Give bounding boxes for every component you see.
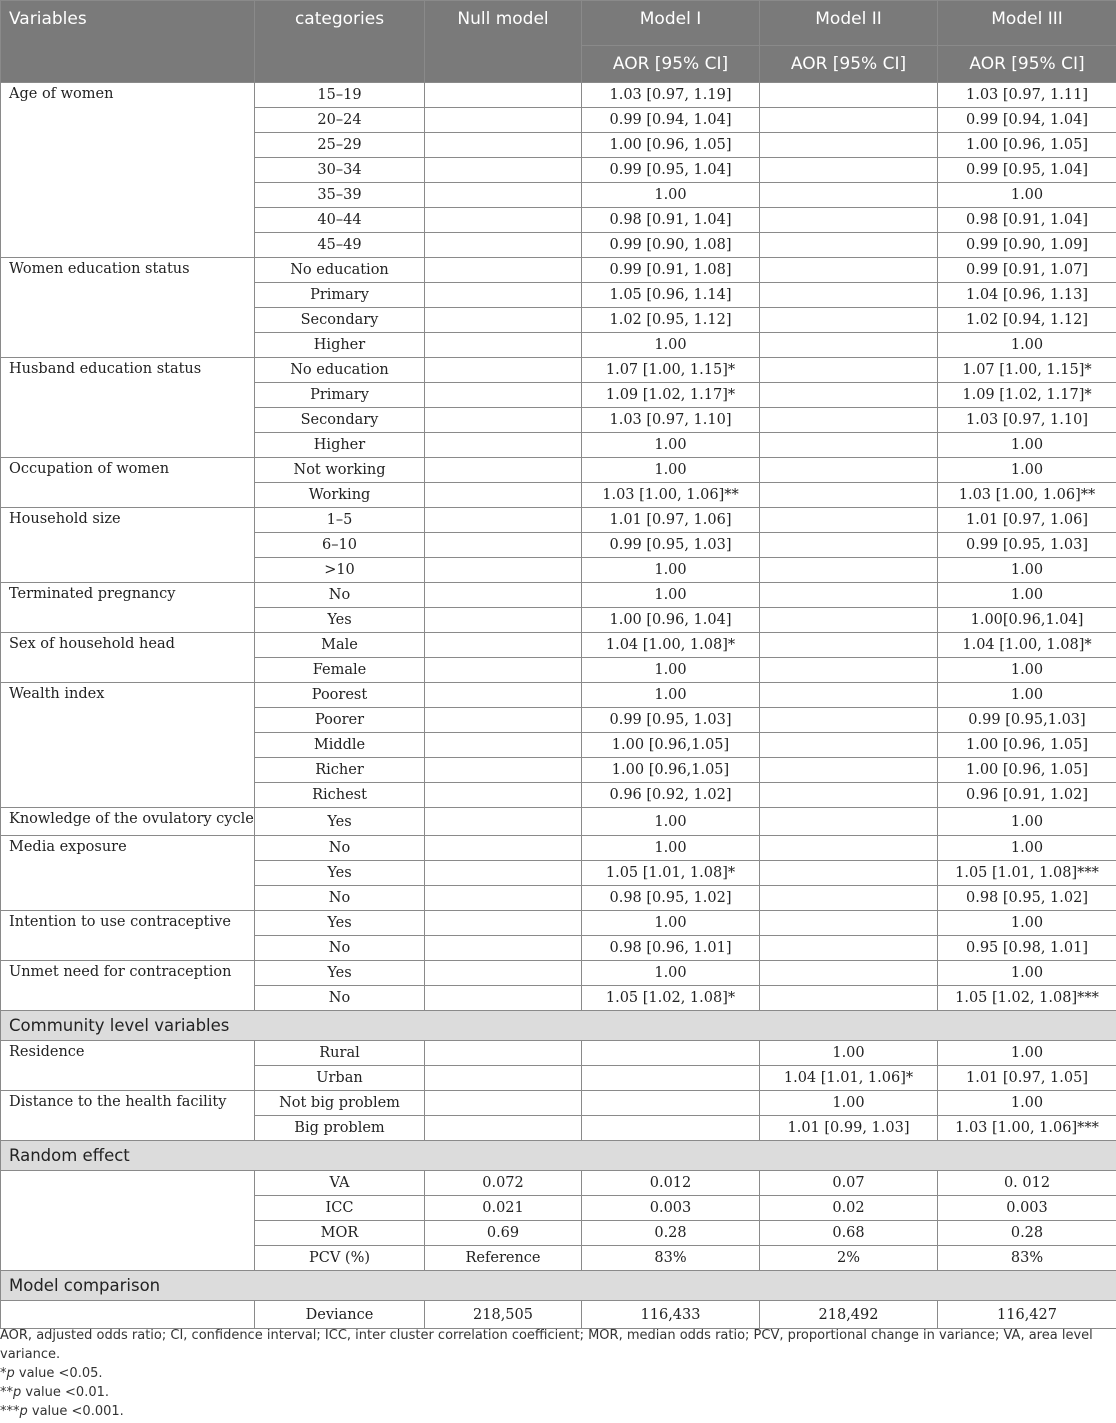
model-2-cell: 1.01 [0.99, 1.03] [760,1116,938,1141]
table-row [1,683,1116,708]
category-cell: Secondary [255,308,425,333]
category-cell: 45–49 [255,233,425,258]
null-model-cell [425,961,582,986]
null-model-cell [425,808,582,836]
category-cell: VA [255,1171,425,1196]
model-3-cell: 1.01 [0.97, 1.06] [938,508,1116,533]
null-model-cell [425,911,582,936]
table-row [1,836,1116,861]
variable-cell: Occupation of women [1,458,255,508]
model-1-cell: 0.98 [0.95, 1.02] [582,886,760,911]
category-cell: ICC [255,1196,425,1221]
null-model-cell [425,233,582,258]
null-model-cell [425,658,582,683]
model-1-cell: 1.03 [1.00, 1.06]** [582,483,760,508]
table-row [1,1091,1116,1116]
null-model-cell [425,836,582,861]
model-3-cell: 0.99 [0.94, 1.04] [938,108,1116,133]
model-2-cell [760,836,938,861]
category-cell: 40–44 [255,208,425,233]
table-row [1,808,1116,836]
null-model-cell [425,383,582,408]
model-1-cell: 1.00 [582,458,760,483]
variable-cell: Sex of household head [1,633,255,683]
model-3-cell: 116,427 [938,1301,1116,1329]
table-row [1,1171,1116,1196]
variable-cell: Wealth index [1,683,255,808]
model-1-cell: 1.05 [1.02, 1.08]* [582,986,760,1011]
model-2-cell [760,383,938,408]
model-1-cell: 1.00 [0.96, 1.05] [582,133,760,158]
model-3-cell: 1.00 [938,458,1116,483]
null-model-cell [425,433,582,458]
model-2-cell [760,108,938,133]
category-cell: Yes [255,608,425,633]
null-model-cell [425,986,582,1011]
category-cell: Higher [255,433,425,458]
model-2-cell [760,608,938,633]
variable-cell: Age of women [1,83,255,258]
model-3-cell: 0.98 [0.95, 1.02] [938,886,1116,911]
model-1-cell: 1.00 [582,836,760,861]
null-model-cell [425,1116,582,1141]
header-categories: categories [255,1,425,83]
null-model-cell [425,333,582,358]
model-3-cell: 1.07 [1.00, 1.15]* [938,358,1116,383]
category-cell: Primary [255,283,425,308]
model-3-cell: 1.05 [1.02, 1.08]*** [938,986,1116,1011]
model-3-cell: 0.99 [0.95, 1.04] [938,158,1116,183]
model-1-cell: 1.00 [582,808,760,836]
null-model-cell [425,1041,582,1066]
category-cell: No [255,836,425,861]
category-cell: 25–29 [255,133,425,158]
table-row [1,258,1116,283]
null-model-cell [425,133,582,158]
model-2-cell [760,208,938,233]
null-model-cell [425,861,582,886]
model-3-cell: 1.03 [0.97, 1.11] [938,83,1116,108]
model-3-cell: 1.02 [0.94, 1.12] [938,308,1116,333]
header-model-2: Model II [760,1,938,46]
model-2-cell: 1.00 [760,1041,938,1066]
category-cell: No [255,583,425,608]
model-1-cell: 1.05 [1.01, 1.08]* [582,861,760,886]
model-1-cell: 0.99 [0.95, 1.04] [582,158,760,183]
null-model-cell [425,558,582,583]
category-cell: No education [255,358,425,383]
table-footnotes [0,1326,1110,1421]
variable-cell [1,1171,255,1271]
null-model-cell [425,508,582,533]
model-1-cell: 0.98 [0.91, 1.04] [582,208,760,233]
null-model-cell [425,458,582,483]
table-row [1,458,1116,483]
null-model-cell [425,758,582,783]
model-3-cell: 1.04 [0.96, 1.13] [938,283,1116,308]
category-cell: 30–34 [255,158,425,183]
null-model-cell: 0.69 [425,1221,582,1246]
model-2-cell [760,483,938,508]
model-3-cell: 1.03 [1.00, 1.06]*** [938,1116,1116,1141]
section-title: Model comparison [1,1271,1116,1301]
model-3-cell: 0.28 [938,1221,1116,1246]
null-model-cell [425,683,582,708]
model-3-cell: 1.00 [938,658,1116,683]
model-2-cell [760,683,938,708]
model-2-cell [760,733,938,758]
model-2-cell [760,258,938,283]
variable-cell: Knowledge of the ovulatory cycle [1,808,255,836]
category-cell: Not big problem [255,1091,425,1116]
null-model-cell [425,158,582,183]
table-row [1,1301,1116,1329]
variable-cell: Distance to the health facility [1,1091,255,1141]
model-2-cell [760,633,938,658]
null-model-cell: 0.021 [425,1196,582,1221]
variable-cell: Household size [1,508,255,583]
null-model-cell: 218,505 [425,1301,582,1329]
category-cell: No [255,936,425,961]
model-1-cell: 0.99 [0.95, 1.03] [582,708,760,733]
model-2-cell [760,433,938,458]
category-cell: No [255,886,425,911]
model-3-cell: 83% [938,1246,1116,1271]
model-3-cell: 0.99 [0.95,1.03] [938,708,1116,733]
model-1-cell: 1.01 [0.97, 1.06] [582,508,760,533]
model-1-cell: 1.00 [582,583,760,608]
table-body [1,83,1116,1329]
model-3-cell: 1.00 [938,1091,1116,1116]
model-1-cell: 0.012 [582,1171,760,1196]
table-row [1,961,1116,986]
category-cell: 20–24 [255,108,425,133]
model-3-cell: 1.00 [938,836,1116,861]
model-2-cell [760,158,938,183]
model-2-cell [760,283,938,308]
variable-cell: Intention to use contraceptive [1,911,255,961]
model-1-cell: 1.00 [0.96,1.05] [582,758,760,783]
null-model-cell [425,108,582,133]
category-cell: Richer [255,758,425,783]
table-row [1,358,1116,383]
model-1-cell: 1.00 [582,558,760,583]
model-2-cell [760,83,938,108]
null-model-cell [425,408,582,433]
header-null-model: Null model [425,1,582,83]
model-3-cell: 1.00 [0.96, 1.05] [938,133,1116,158]
model-3-cell: 1.00 [0.96, 1.05] [938,758,1116,783]
model-2-cell [760,558,938,583]
section-row [1,1011,1116,1041]
model-3-cell: 1.00 [938,1041,1116,1066]
model-1-cell: 1.04 [1.00, 1.08]* [582,633,760,658]
table-row [1,508,1116,533]
null-model-cell [425,358,582,383]
footnote-significance-2: **p value <0.01. [0,1385,110,1400]
model-1-cell: 1.03 [0.97, 1.19] [582,83,760,108]
model-3-cell: 1.00 [938,808,1116,836]
null-model-cell [425,1066,582,1091]
model-1-cell: 1.00 [582,333,760,358]
table-row [1,911,1116,936]
category-cell: PCV (%) [255,1246,425,1271]
variable-cell: Media exposure [1,836,255,911]
model-1-cell: 0.003 [582,1196,760,1221]
null-model-cell [425,608,582,633]
null-model-cell [425,283,582,308]
model-3-cell: 0.99 [0.95, 1.03] [938,533,1116,558]
model-2-cell [760,308,938,333]
model-3-cell: 0.96 [0.91, 1.02] [938,783,1116,808]
model-1-cell: 1.00 [582,183,760,208]
model-3-cell: 0.99 [0.91, 1.07] [938,258,1116,283]
model-1-cell [582,1041,760,1066]
category-cell: Higher [255,333,425,358]
model-3-cell: 1.00 [938,911,1116,936]
model-2-cell [760,911,938,936]
section-title: Community level variables [1,1011,1116,1041]
footnote-significance-1: *p value <0.05. [0,1366,103,1381]
null-model-cell [425,783,582,808]
model-3-cell: 1.00 [938,961,1116,986]
header-model-3: Model III [938,1,1116,46]
variable-cell [1,1301,255,1329]
table-row [1,583,1116,608]
model-1-cell: 0.99 [0.90, 1.08] [582,233,760,258]
model-2-cell [760,936,938,961]
model-1-cell: 0.96 [0.92, 1.02] [582,783,760,808]
model-2-cell [760,583,938,608]
null-model-cell [425,708,582,733]
model-2-cell [760,508,938,533]
null-model-cell [425,583,582,608]
category-cell: Primary [255,383,425,408]
category-cell: 1–5 [255,508,425,533]
model-2-cell [760,783,938,808]
model-2-cell: 1.04 [1.01, 1.06]* [760,1066,938,1091]
model-3-cell: 1.00 [938,183,1116,208]
null-model-cell [425,308,582,333]
model-3-cell: 1.09 [1.02, 1.17]* [938,383,1116,408]
category-cell: >10 [255,558,425,583]
null-model-cell: Reference [425,1246,582,1271]
model-2-cell: 0.07 [760,1171,938,1196]
null-model-cell [425,183,582,208]
model-2-cell [760,658,938,683]
model-2-cell: 218,492 [760,1301,938,1329]
model-1-cell: 0.99 [0.91, 1.08] [582,258,760,283]
null-model-cell [425,483,582,508]
category-cell: Urban [255,1066,425,1091]
category-cell: Working [255,483,425,508]
null-model-cell [425,886,582,911]
table-row [1,633,1116,658]
null-model-cell [425,733,582,758]
category-cell: Deviance [255,1301,425,1329]
model-3-cell: 1.03 [0.97, 1.10] [938,408,1116,433]
model-2-cell [760,333,938,358]
footnote-significance-3: ***p value <0.001. [0,1404,124,1419]
model-3-cell: 1.00 [938,558,1116,583]
model-3-cell: 1.00 [0.96, 1.05] [938,733,1116,758]
null-model-cell [425,1091,582,1116]
category-cell: 35–39 [255,183,425,208]
model-1-cell: 0.28 [582,1221,760,1246]
category-cell: 15–19 [255,83,425,108]
model-2-cell: 1.00 [760,1091,938,1116]
null-model-cell [425,936,582,961]
model-1-cell [582,1091,760,1116]
model-3-cell: 0.95 [0.98, 1.01] [938,936,1116,961]
category-cell: Richest [255,783,425,808]
model-2-cell [760,408,938,433]
model-3-cell: 1.00 [938,583,1116,608]
variable-cell: Unmet need for contraception [1,961,255,1011]
model-1-cell: 1.00 [582,433,760,458]
model-3-cell: 1.00 [938,333,1116,358]
model-3-cell: 1.01 [0.97, 1.05] [938,1066,1116,1091]
model-1-cell: 1.00 [582,911,760,936]
null-model-cell [425,633,582,658]
model-1-cell: 1.00 [582,683,760,708]
category-cell: 6–10 [255,533,425,558]
model-3-cell: 0.003 [938,1196,1116,1221]
model-2-cell [760,358,938,383]
category-cell: Middle [255,733,425,758]
model-3-cell: 1.00 [938,683,1116,708]
header-model-1: Model I [582,1,760,46]
category-cell: Secondary [255,408,425,433]
category-cell: Rural [255,1041,425,1066]
model-1-cell [582,1066,760,1091]
section-title: Random effect [1,1141,1116,1171]
model-1-cell: 1.07 [1.00, 1.15]* [582,358,760,383]
category-cell: Male [255,633,425,658]
null-model-cell [425,533,582,558]
model-1-cell: 1.03 [0.97, 1.10] [582,408,760,433]
model-1-cell: 1.00 [0.96, 1.04] [582,608,760,633]
model-3-cell: 0. 012 [938,1171,1116,1196]
model-1-cell: 83% [582,1246,760,1271]
model-2-cell [760,233,938,258]
model-1-cell: 1.05 [0.96, 1.14] [582,283,760,308]
model-2-cell [760,458,938,483]
model-3-cell: 0.99 [0.90, 1.09] [938,233,1116,258]
model-2-cell [760,708,938,733]
category-cell: Yes [255,861,425,886]
model-2-cell [760,861,938,886]
footnote-abbreviations: AOR, adjusted odds ratio; CI, confidence interval; ICC, inter cluster correlation coefficient; MOR, median odds ratio; PCV, proportional change in variance; VA, area level variance. [0,1328,1093,1362]
model-1-cell [582,1116,760,1141]
model-1-cell: 1.00 [582,658,760,683]
table-row [1,83,1116,108]
model-1-cell: 0.99 [0.95, 1.03] [582,533,760,558]
variable-cell: Residence [1,1041,255,1091]
model-3-cell: 1.03 [1.00, 1.06]** [938,483,1116,508]
model-3-cell: 1.00 [938,433,1116,458]
model-1-cell: 1.09 [1.02, 1.17]* [582,383,760,408]
model-3-cell: 0.98 [0.91, 1.04] [938,208,1116,233]
model-3-cell: 1.00[0.96,1.04] [938,608,1116,633]
subheader-aor-model-3: AOR [95% CI] [938,46,1116,83]
model-2-cell [760,808,938,836]
null-model-cell [425,83,582,108]
model-3-cell: 1.05 [1.01, 1.08]*** [938,861,1116,886]
header-variables: Variables [1,1,255,83]
model-1-cell: 116,433 [582,1301,760,1329]
category-cell: Yes [255,911,425,936]
model-2-cell: 0.02 [760,1196,938,1221]
category-cell: No [255,986,425,1011]
section-row [1,1141,1116,1171]
category-cell: No education [255,258,425,283]
header-row [1,1,1116,46]
model-2-cell [760,133,938,158]
model-2-cell: 0.68 [760,1221,938,1246]
category-cell: MOR [255,1221,425,1246]
model-2-cell [760,986,938,1011]
model-2-cell [760,961,938,986]
model-3-cell: 1.04 [1.00, 1.08]* [938,633,1116,658]
model-2-cell: 2% [760,1246,938,1271]
model-2-cell [760,886,938,911]
category-cell: Poorest [255,683,425,708]
model-1-cell: 1.02 [0.95, 1.12] [582,308,760,333]
model-2-cell [760,758,938,783]
null-model-cell [425,258,582,283]
category-cell: Female [255,658,425,683]
model-2-cell [760,183,938,208]
variable-cell: Husband education status [1,358,255,458]
model-1-cell: 0.99 [0.94, 1.04] [582,108,760,133]
model-1-cell: 1.00 [582,961,760,986]
variable-cell: Women education status [1,258,255,358]
variable-cell: Terminated pregnancy [1,583,255,633]
category-cell: Not working [255,458,425,483]
model-1-cell: 0.98 [0.96, 1.01] [582,936,760,961]
category-cell: Poorer [255,708,425,733]
null-model-cell [425,208,582,233]
model-2-cell [760,533,938,558]
subheader-aor-model-1: AOR [95% CI] [582,46,760,83]
null-model-cell: 0.072 [425,1171,582,1196]
category-cell: Yes [255,808,425,836]
model-1-cell: 1.00 [0.96,1.05] [582,733,760,758]
category-cell: Yes [255,961,425,986]
subheader-aor-model-2: AOR [95% CI] [760,46,938,83]
category-cell: Big problem [255,1116,425,1141]
table-row [1,1041,1116,1066]
section-row [1,1271,1116,1301]
